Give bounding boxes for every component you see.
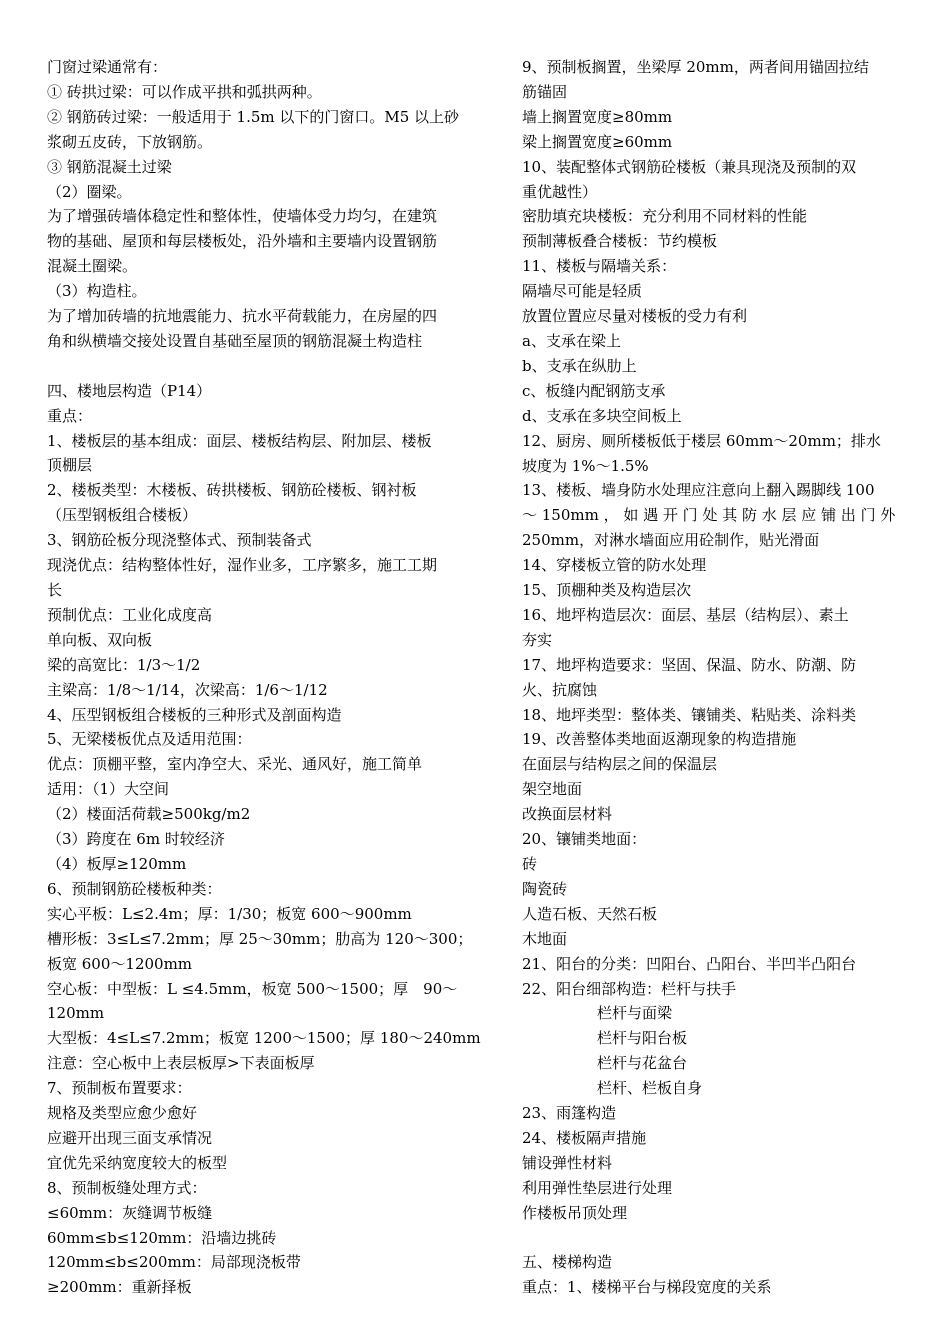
text-line: 10、装配整体式钢筋砼楼板（兼具现浇及预制的双 [522, 157, 857, 176]
text-line: 夯实 [522, 630, 553, 649]
text-line: （压型钢板组合楼板） [47, 506, 198, 525]
text-line: 为了增强砖墙体稳定性和整体性，使墙体受力均匀，在建筑 [47, 207, 438, 226]
text-line: 火、抗腐蚀 [522, 680, 598, 699]
text-line: 重点：1、楼梯平台与梯段宽度的关系 [522, 1278, 772, 1297]
text-line: 在面层与结构层之间的保温层 [522, 755, 718, 774]
text-line: 1、楼板层的基本组成：面层、楼板结构层、附加层、楼板 [47, 431, 432, 450]
text-line: a、支承在梁上 [522, 331, 621, 350]
text-line: 作楼板吊顶处理 [522, 1203, 628, 1222]
text-line: d、支承在多块空间板上 [522, 406, 682, 425]
text-line: 24、楼板隔声措施 [522, 1128, 647, 1147]
text-line: 20、镶铺类地面： [522, 830, 647, 849]
text-line: 120mm [47, 1004, 105, 1023]
text-line: 2、楼板类型：木楼板、砖拱楼板、钢筋砼楼板、钢衬板 [47, 481, 417, 500]
text-line: 14、穿楼板立管的防水处理 [522, 556, 707, 575]
text-line: 顶棚层 [47, 456, 93, 475]
text-line: 21、阳台的分类：凹阳台、凸阳台、半凹半凸阳台 [522, 954, 857, 973]
text-line: ≥200mm：重新择板 [47, 1278, 192, 1297]
text-line: 主梁高：1/8～1/14，次梁高：1/6～1/12 [47, 680, 328, 699]
text-line: ～ 150mm ， 如 遇 开 门 处 其 防 水 层 应 铺 出 门 外 [522, 506, 896, 525]
text-line: 9、预制板搁置，坐梁厚 20mm，两者间用锚固拉结 [522, 58, 869, 76]
text-line: 板宽 600～1200mm [47, 954, 193, 973]
text-line: 为了增加砖墙的抗地震能力、抗水平荷载能力，在房屋的四 [47, 307, 438, 326]
text-line: 槽形板：3≤L≤7.2mm；厚 25～30mm；肋高为 120～300； [47, 929, 473, 948]
text-line: （4）板厚≥120mm [47, 854, 187, 873]
text-line: 栏杆、栏板自身 [597, 1079, 703, 1098]
text-line: 优点：顶棚平整，室内净空大、采光、通风好，施工简单 [47, 755, 423, 774]
text-line: 梁的高宽比：1/3～1/2 [47, 655, 201, 674]
text-line: 12、厨房、厕所楼板低于楼层 60mm～20mm；排水 [522, 431, 881, 450]
text-line: 栏杆与花盆台 [597, 1054, 688, 1073]
text-line: 16、地坪构造层次：面层、基层（结构层）、素土 [522, 605, 849, 624]
text-line: 门窗过梁通常有： [47, 58, 168, 76]
text-line: 实心平板：L≤2.4m；厚：1/30；板宽 600～900mm [47, 904, 412, 923]
text-line: 注意：空心板中上表层板厚>下表面板厚 [47, 1054, 315, 1073]
text-line: 物的基础、屋顶和每层楼板处，沿外墙和主要墙内设置钢筋 [47, 232, 438, 251]
text-line: 混凝土圈梁。 [47, 257, 138, 276]
blank-line [522, 1226, 906, 1251]
text-line: 栏杆与面梁 [597, 1004, 673, 1023]
text-line: ≤60mm：灰缝调节板缝 [47, 1203, 213, 1222]
text-line: 预制薄板叠合楼板：节约模板 [522, 232, 718, 251]
text-line: 隔墙尽可能是轻质 [522, 282, 643, 301]
text-line: 架空地面 [522, 780, 583, 799]
text-line: b、支承在纵肋上 [522, 356, 637, 375]
text-line: 墙上搁置宽度≥80mm [522, 107, 673, 126]
text-line: 11、楼板与隔墙关系： [522, 257, 677, 276]
text-line: 五、楼梯构造 [522, 1253, 613, 1272]
text-line: 120mm≤b≤200mm：局部现浇板带 [47, 1253, 301, 1272]
text-line: 重点： [47, 406, 93, 425]
text-line: 22、阳台细部构造：栏杆与扶手 [522, 979, 737, 998]
text-line: 适用：（1）大空间 [47, 780, 170, 799]
text-line: 长 [47, 581, 63, 600]
text-line: 7、预制板布置要求： [47, 1079, 192, 1098]
text-line: （2）圈梁。 [47, 182, 132, 201]
text-line: 铺设弹性材料 [522, 1153, 613, 1172]
text-line: 人造石板、天然石板 [522, 904, 658, 923]
text-line: （3）跨度在 6m 时较经济 [47, 830, 225, 849]
text-line: （3）构造柱。 [47, 282, 147, 301]
text-line: （2）楼面活荷载≥500kg/m2 [47, 805, 251, 824]
text-line: 坡度为 1%～1.5% [522, 456, 649, 475]
text-line: 四、楼地层构造（P14） [47, 381, 212, 400]
text-line: 空心板：中型板：L ≤4.5mm，板宽 500～1500；厚 90～ [47, 979, 458, 998]
text-line: 浆砌五皮砖，下放钢筋。 [47, 132, 213, 151]
text-line: 栏杆与阳台板 [597, 1029, 688, 1048]
text-line: 宜优先采纳宽度较大的板型 [47, 1153, 228, 1172]
text-line: 梁上搁置宽度≥60mm [522, 132, 673, 151]
text-line: 250mm，对淋水墙面应用砼制作，贴光滑面 [522, 531, 820, 550]
text-line: 15、顶棚种类及构造层次 [522, 581, 692, 600]
text-line: 密肋填充块楼板：充分利用不同材料的性能 [522, 207, 808, 226]
text-line: ② 钢筋砖过梁：一般适用于 1.5m 以下的门窗口。M5 以上砂 [47, 107, 460, 126]
text-line: ① 砖拱过梁：可以作成平拱和弧拱两种。 [47, 82, 322, 101]
text-line: c、板缝内配钢筋支承 [522, 381, 666, 400]
text-line: 3、钢筋砼板分现浇整体式、预制装备式 [47, 531, 312, 550]
text-line: 陶瓷砖 [522, 879, 568, 898]
text-line: 4、压型钢板组合楼板的三种形式及剖面构造 [47, 705, 342, 724]
text-line: 6、预制钢筋砼楼板种类： [47, 879, 222, 898]
text-line: 改换面层材料 [522, 805, 613, 824]
text-line: 60mm≤b≤120mm：沿墙边挑砖 [47, 1228, 277, 1247]
text-line: 单向板、双向板 [47, 630, 153, 649]
text-line: 大型板：4≤L≤7.2mm；板宽 1200～1500；厚 180～240mm [47, 1029, 481, 1048]
text-line: 木地面 [522, 929, 568, 948]
text-line: 预制优点：工业化成度高 [47, 605, 213, 624]
right-text-column [522, 55, 906, 1300]
text-line: 筋锚固 [522, 82, 568, 101]
text-line: 规格及类型应愈少愈好 [47, 1104, 198, 1123]
text-line: 重优越性） [522, 182, 598, 201]
text-line: 18、地坪类型：整体类、镶铺类、粘贴类、涂料类 [522, 705, 857, 724]
text-line: 现浇优点：结构整体性好，湿作业多，工序繁多，施工工期 [47, 556, 438, 575]
text-line: 17、地坪构造要求：坚固、保温、防水、防潮、防 [522, 655, 857, 674]
text-line: 利用弹性垫层进行处理 [522, 1178, 673, 1197]
text-line: 19、改善整体类地面返潮现象的构造措施 [522, 730, 797, 749]
left-text-column [47, 55, 488, 1300]
text-line: 砖 [522, 855, 538, 873]
text-line: 角和纵横墙交接处设置自基础至屋顶的钢筋混凝土构造柱 [47, 331, 423, 350]
text-line: 13、楼板、墙身防水处理应注意向上翻入踢脚线 100 [522, 481, 875, 500]
text-line: 应避开出现三面支承情况 [47, 1128, 213, 1147]
text-line: 放置位置应尽量对楼板的受力有利 [522, 307, 748, 326]
text-line: 5、无梁楼板优点及适用范围： [47, 730, 252, 749]
blank-line [47, 354, 488, 379]
text-line: 23、雨篷构造 [522, 1104, 617, 1123]
text-line: 8、预制板缝处理方式： [47, 1178, 207, 1197]
text-line: ③ 钢筋混凝土过梁 [47, 157, 172, 176]
